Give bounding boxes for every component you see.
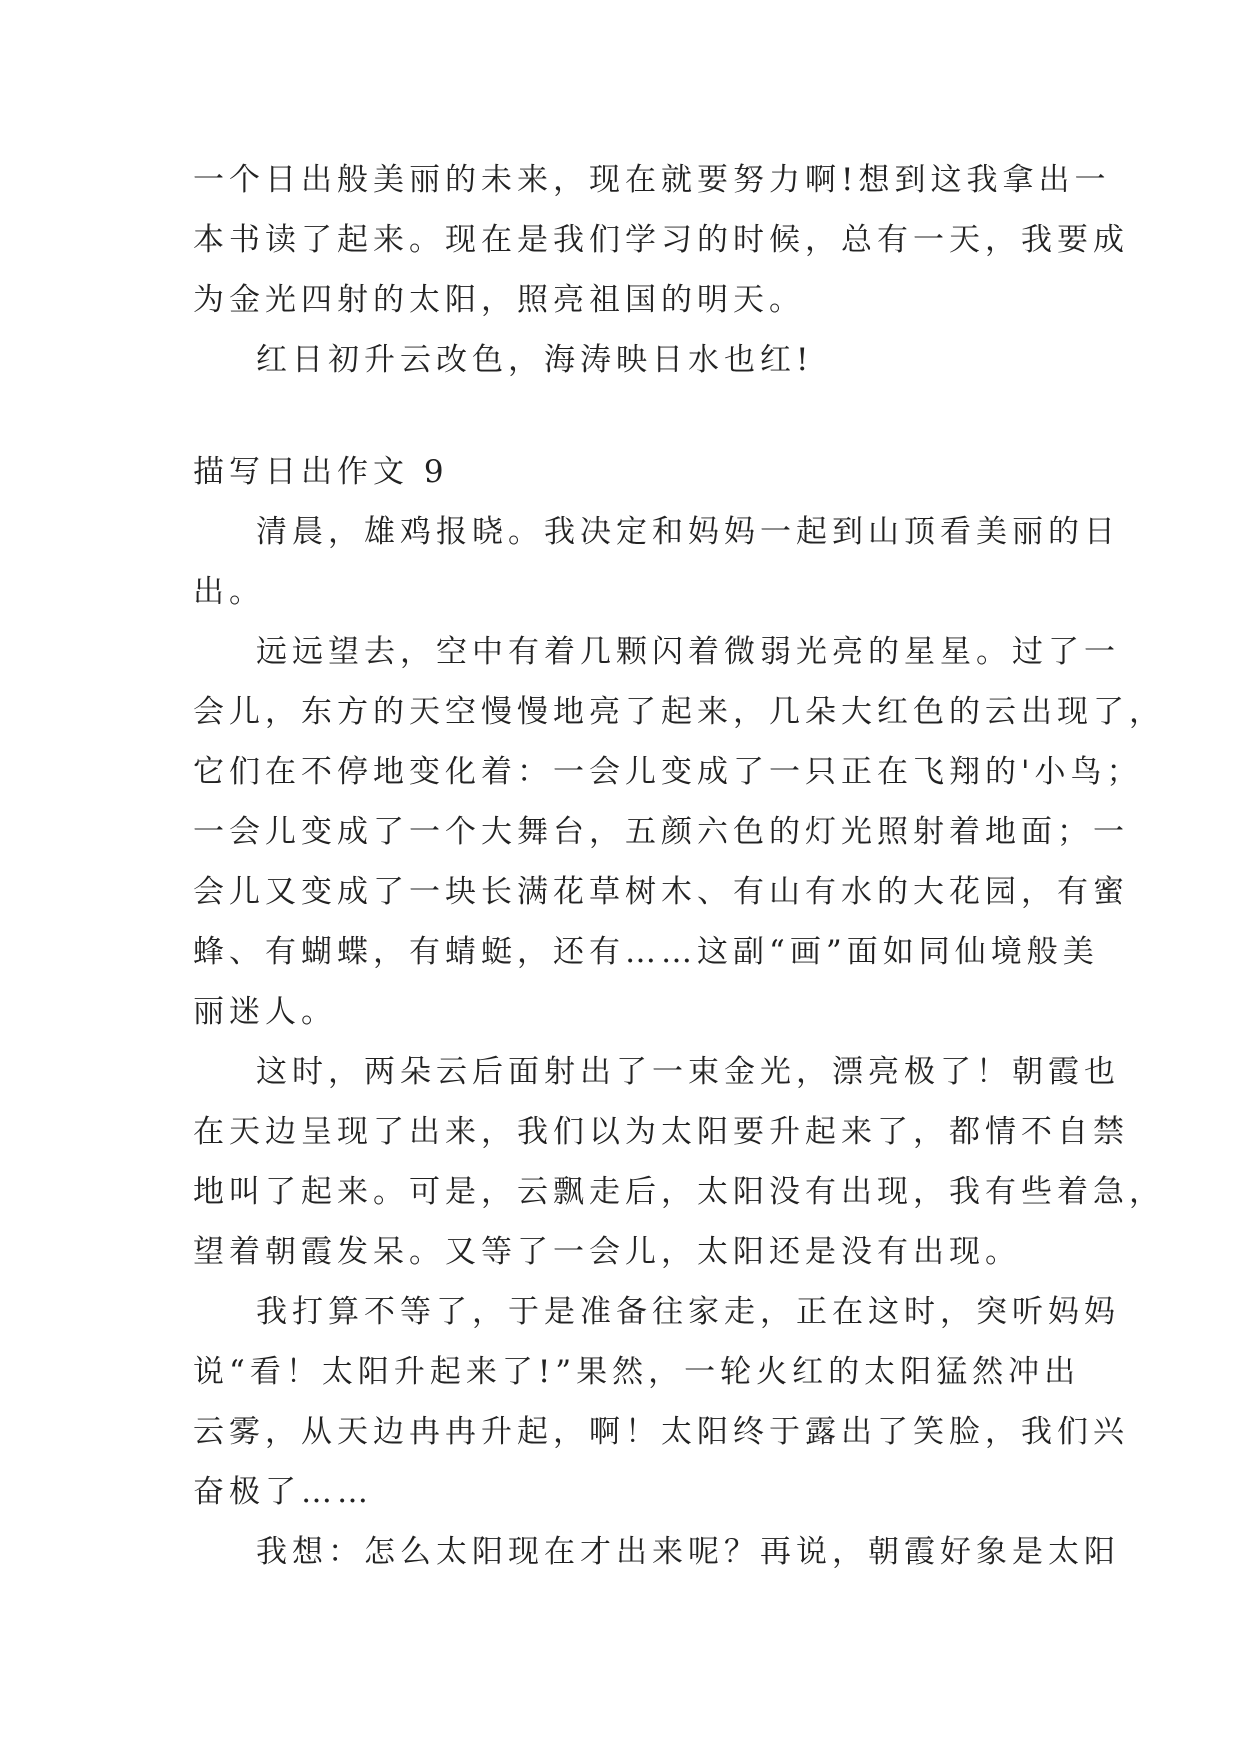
text-line: 地叫了起来。可是，云飘走后，太阳没有出现，我有些着急， <box>193 1174 1165 1210</box>
text-line: 清晨，雄鸡报晓。我决定和妈妈一起到山顶看美丽的日 <box>256 514 1120 550</box>
text-line: 它们在不停地变化着：一会儿变成了一只正在飞翔的'小鸟； <box>193 754 1143 790</box>
document-page <box>193 150 1165 1582</box>
text-line: 会儿，东方的天空慢慢地亮了起来，几朵大红色的云出现了， <box>193 694 1165 730</box>
text-line: 一会儿变成了一个大舞台，五颜六色的灯光照射着地面；一 <box>193 814 1129 850</box>
text-line: 出。 <box>193 574 265 610</box>
text-line: 奋极了…… <box>193 1474 373 1510</box>
text-line: 蜂、有蝴蝶，有蜻蜓，还有……这副“画”面如同仙境般美 <box>193 934 1099 970</box>
text-line: 在天边呈现了出来，我们以为太阳要升起来了，都情不自禁 <box>193 1114 1129 1150</box>
text-line: 一个日出般美丽的未来，现在就要努力啊!想到这我拿出一 <box>193 162 1111 198</box>
text-line: 会儿又变成了一块长满花草树木、有山有水的大花园，有蜜 <box>193 874 1129 910</box>
text-line: 我想：怎么太阳现在才出来呢？再说，朝霞好象是太阳 <box>256 1534 1120 1570</box>
paragraph-4 <box>193 1282 1129 1522</box>
paragraph-2 <box>193 622 1165 1042</box>
text-line: 云雾，从天边冉冉升起，啊！太阳终于露出了笑脸，我们兴 <box>193 1414 1129 1450</box>
section-title: 描写日出作文 9 <box>193 454 449 490</box>
text-line: 为金光四射的太阳，照亮祖国的明天。 <box>193 282 805 318</box>
text-line: 望着朝霞发呆。又等了一会儿，太阳还是没有出现。 <box>193 1234 1021 1270</box>
text-line: 远远望去，空中有着几颗闪着微弱光亮的星星。过了一 <box>256 634 1120 670</box>
intro-paragraph <box>193 150 1129 330</box>
text-line: 我打算不等了，于是准备往家走，正在这时，突听妈妈 <box>256 1294 1120 1330</box>
paragraph-1 <box>193 502 1120 622</box>
text-line: 这时，两朵云后面射出了一束金光，漂亮极了！朝霞也 <box>256 1054 1120 1090</box>
poem-line: 红日初升云改色，海涛映日水也红! <box>256 342 814 378</box>
paragraph-3 <box>193 1042 1165 1282</box>
text-line: 本书读了起来。现在是我们学习的时候，总有一天，我要成 <box>193 222 1129 258</box>
paragraph-5 <box>193 1522 1120 1582</box>
text-line: 丽迷人。 <box>193 994 337 1030</box>
text-line: 说“看！太阳升起来了!”果然，一轮火红的太阳猛然冲出 <box>193 1354 1081 1390</box>
